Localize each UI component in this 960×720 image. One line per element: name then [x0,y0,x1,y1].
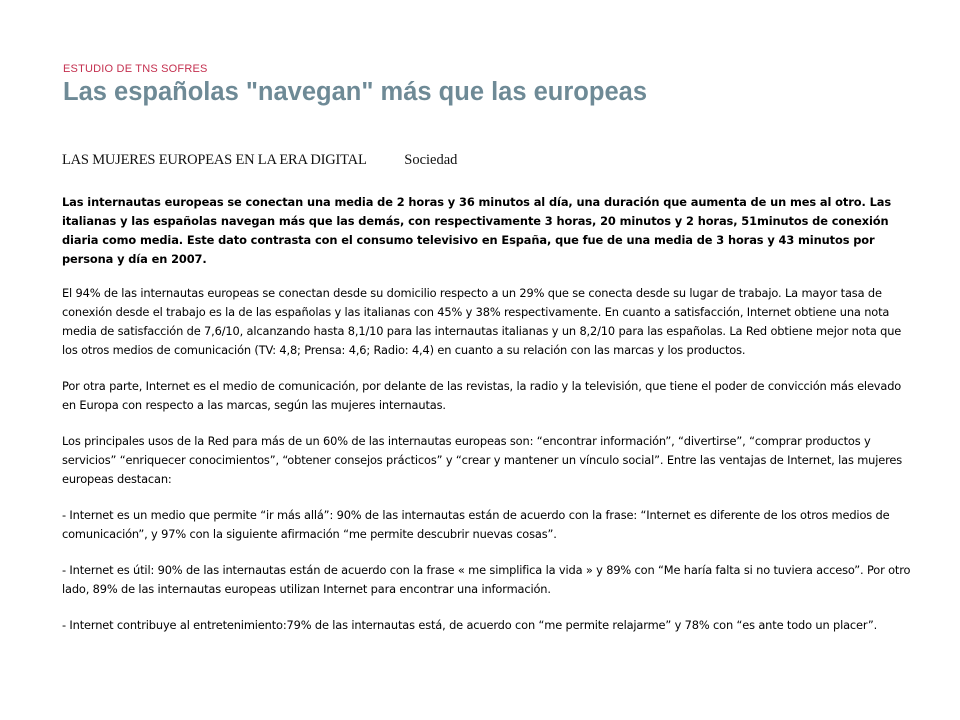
clipping-section: Sociedad [404,152,458,168]
article-kicker: ESTUDIO DE TNS SOFRES [63,63,208,75]
clipping-title: LAS MUJERES EUROPEAS EN LA ERA DIGITAL [62,152,367,168]
clipping-paragraph-5: - Internet es útil: 90% de las internautas están de acuerdo con la frase « me simplifica la vida » y 89% con “Me haría falta si no tuviera acceso”. Por otro lado, 89% de las internautas europeas utilizan Internet para encontrar una información. [62,563,911,596]
news-clipping [62,152,914,635]
clipping-lead: Las internautas europeas se conectan una media de 2 horas y 36 minutos al día, una duración que aumenta de un mes al otro. Las italianas y las españolas navegan más que las demás, con respectivamente 3 horas, 20 minutos y 2 horas, 51minutos de conexión diaria como media. Este dato contrasta con el consumo televisivo en España, que fue de una media de 3 horas y 43 minutos por persona y día en 2007. [62,195,892,266]
clipping-paragraph-2: Por otra parte, Internet es el medio de comunicación, por delante de las revistas, la radio y la televisión, que tiene el poder de convicción más elevado en Europa con respecto a las marcas, según las mujeres internautas. [62,379,902,412]
clipping-header [62,152,914,176]
clipping-paragraph-1: El 94% de las internautas europeas se conectan desde su domicilio respecto a un 29% que se conecta desde su lugar de trabajo. La mayor tasa de conexión desde el trabajo es la de las españolas y las italianas con 45% y 38% respectivamente. En cuanto a satisfacción, Internet obtiene una nota media de satisfacción de 7,6/10, alcanzando hasta 8,1/10 para las internautas italianas y un 8,2/10 para las españolas. La Red obtiene mejor nota que los otros medios de comunicación (TV: 4,8; Prensa: 4,6; Radio: 4,4) en cuanto a su relación con las marcas y los productos. [62,286,902,357]
clipping-paragraph-3: Los principales usos de la Red para más de un 60% de las internautas europeas son: “encontrar información”, “divertirse”, “comprar productos y servicios” “enriquecer conocimientos”, “obtener consejos prácticos” y “crear y mantener un vínculo social”. Entre las ventajas de Internet, las mujeres europeas destacan: [62,434,903,486]
clipping-paragraph-4: - Internet es un medio que permite “ir más allá”: 90% de las internautas están de acuerdo con la frase: “Internet es diferente de los otros medios de comunicación”, y 97% con la siguiente afirmación “me permite descubrir nuevas cosas”. [62,508,890,541]
clipping-paragraph-6: - Internet contribuye al entretenimiento:79% de las internautas está, de acuerdo con “me permite relajarme” y 78% con “es ante todo un placer”. [62,618,878,632]
article-headline: Las españolas "navegan" más que las europeas [63,78,648,106]
